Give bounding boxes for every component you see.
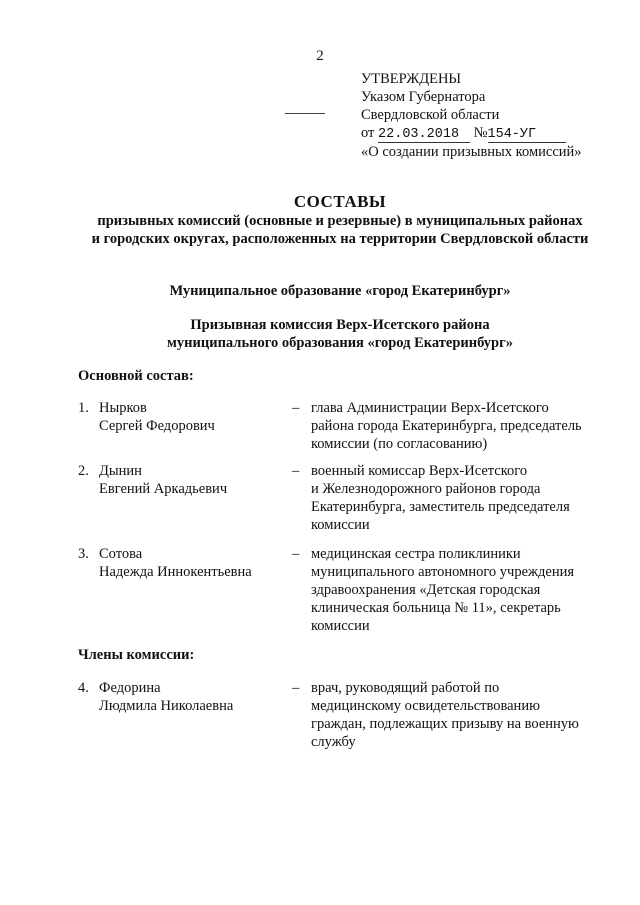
role-line: и Железнодорожного районов города bbox=[311, 481, 541, 497]
approval-date: 22.03.2018 bbox=[378, 127, 460, 142]
member-number: 1. bbox=[78, 400, 89, 416]
role-line: комиссии bbox=[311, 618, 370, 634]
approval-line-2: Указом Губернатора bbox=[361, 89, 486, 105]
document-subtitle bbox=[40, 212, 640, 248]
approval-stamp bbox=[361, 70, 611, 161]
member-name bbox=[99, 399, 289, 435]
subtitle-line-1: призывных комиссий (основные и резервные) в муниципальных районах bbox=[97, 213, 583, 229]
subtitle-line-2: и городских округах, расположенных на территории Свердловской области bbox=[91, 231, 589, 247]
approval-line-1: УТВЕРЖДЕНЫ bbox=[361, 71, 462, 87]
member-number: 3. bbox=[78, 546, 89, 562]
member-role bbox=[311, 462, 616, 534]
approval-number-sign: № bbox=[473, 125, 488, 141]
member-number: 2. bbox=[78, 463, 89, 479]
role-line: врач, руководящий работой по bbox=[311, 680, 500, 696]
member-role bbox=[311, 399, 616, 453]
member-name bbox=[99, 462, 289, 498]
role-line: комиссии bbox=[311, 517, 370, 533]
role-line: Екатеринбурга, заместитель председателя bbox=[311, 499, 570, 515]
member-given-names: Сергей Федорович bbox=[99, 418, 215, 434]
member-name bbox=[99, 545, 289, 581]
member-given-names: Людмила Николаевна bbox=[99, 698, 234, 714]
role-line: медицинскому освидетельствованию bbox=[311, 698, 540, 714]
commission-heading bbox=[40, 316, 640, 352]
member-role bbox=[311, 679, 616, 751]
member-number: 4. bbox=[78, 680, 89, 696]
approval-line-5: «О создании призывных комиссий» bbox=[361, 144, 582, 160]
member-surname: Сотова bbox=[99, 546, 143, 562]
commission-line-1: Призывная комиссия Верх-Исетского района bbox=[190, 317, 490, 333]
role-line: клиническая больница № 11», секретарь bbox=[311, 600, 561, 616]
role-line: военный комиссар Верх-Исетского bbox=[311, 463, 528, 479]
member-surname: Федорина bbox=[99, 680, 161, 696]
member-dash: – bbox=[292, 680, 300, 696]
role-line: района города Екатеринбурга, председатель bbox=[311, 418, 582, 434]
member-surname: Дынин bbox=[99, 463, 142, 479]
approval-line-3: Свердловской области bbox=[361, 107, 500, 123]
document-title: СОСТАВЫ bbox=[293, 192, 387, 211]
role-line: здравоохранения «Детская городская bbox=[311, 582, 541, 598]
member-dash: – bbox=[292, 546, 300, 562]
role-line: комиссии (по согласованию) bbox=[311, 436, 488, 452]
approval-number: 154-УГ bbox=[487, 127, 537, 142]
page-number: 2 bbox=[316, 48, 324, 64]
role-line: глава Администрации Верх-Исетского bbox=[311, 400, 549, 416]
role-line: службу bbox=[311, 734, 356, 750]
approval-date-line bbox=[361, 124, 611, 143]
role-line: граждан, подлежащих призыву на военную bbox=[311, 716, 579, 732]
role-line: муниципального автономного учреждения bbox=[311, 564, 575, 580]
member-dash: – bbox=[292, 400, 300, 416]
municipality-heading: Муниципальное образование «город Екатеринбург» bbox=[169, 283, 511, 299]
member-given-names: Евгений Аркадьевич bbox=[99, 481, 228, 497]
role-line: медицинская сестра поликлиники bbox=[311, 546, 521, 562]
member-dash: – bbox=[292, 463, 300, 479]
member-name bbox=[99, 679, 289, 715]
margin-dash-mark bbox=[285, 113, 325, 114]
approval-date-prefix: от bbox=[361, 125, 375, 141]
members-group-label: Члены комиссии: bbox=[78, 647, 195, 663]
member-role bbox=[311, 545, 616, 635]
main-group-label: Основной состав: bbox=[78, 368, 194, 384]
member-surname: Нырков bbox=[99, 400, 147, 416]
commission-line-2: муниципального образования «город Екатеринбург» bbox=[167, 335, 513, 351]
member-given-names: Надежда Иннокентьевна bbox=[99, 564, 252, 580]
